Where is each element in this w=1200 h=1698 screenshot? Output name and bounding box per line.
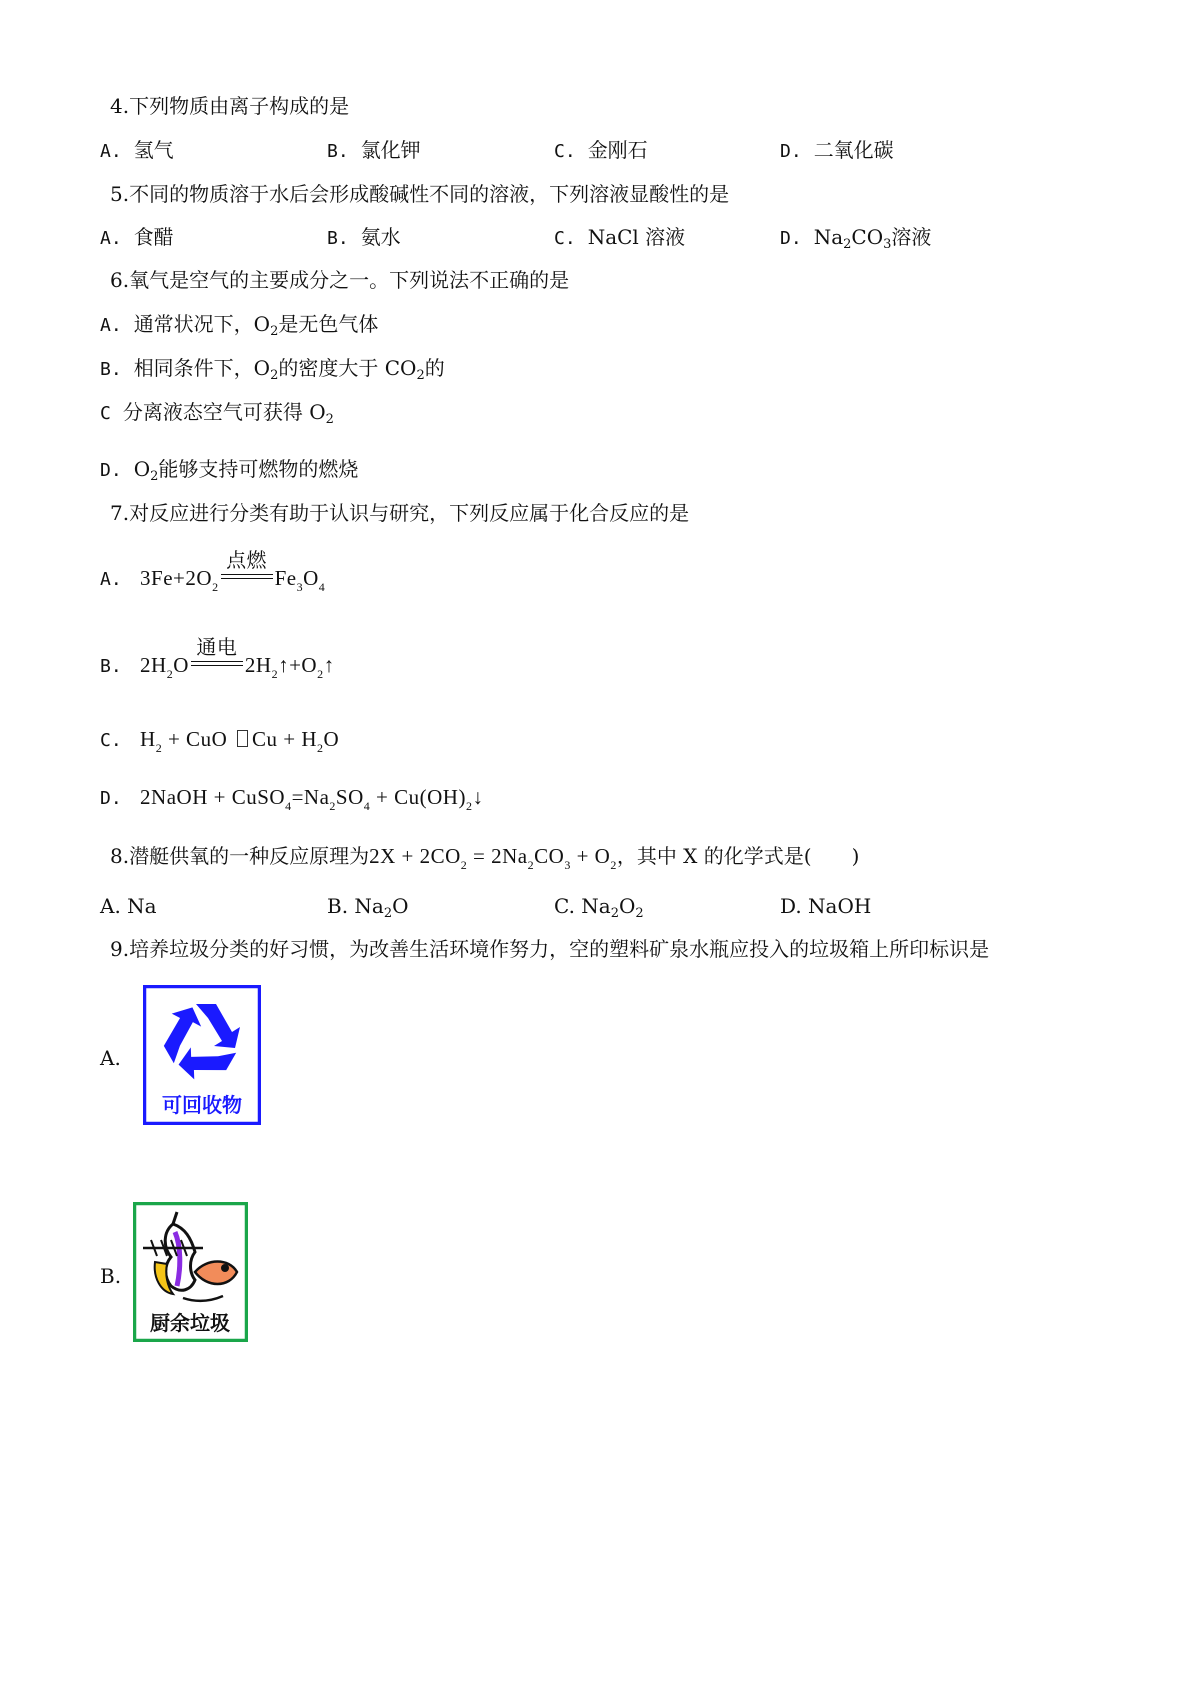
q4-option-b[interactable]: B. 氯化钾 <box>327 138 421 162</box>
q4-option-a[interactable]: A. 氢气 <box>100 138 174 162</box>
food-waste-icon <box>133 1202 248 1342</box>
unrendered-symbol-box <box>237 730 248 747</box>
q8-option-b[interactable]: B. $Na_2O$ <box>327 894 409 921</box>
q5-option-c[interactable]: C. NaCl 溶液 <box>554 225 686 249</box>
question-6-stem: 6.氧气是空气的主要成分之一。下列说法不正确的是 <box>110 268 570 292</box>
q9-option-b-sign[interactable] <box>133 1202 248 1342</box>
q5-option-d[interactable]: D. $Na_2CO_3$溶液 <box>780 225 932 252</box>
question-5-stem: 5.不同的物质溶于水后会形成酸碱性不同的溶液，下列溶液显酸性的是 <box>110 182 730 206</box>
reaction-condition: 点燃 <box>221 566 273 594</box>
svg-text:可回收物: 可回收物 <box>162 1093 242 1117</box>
q6-option-a[interactable]: A. 通常状况下，$O_2$是无色气体 <box>100 312 379 339</box>
q8-option-c[interactable]: C. $Na_2O_2$ <box>554 894 644 921</box>
q5-option-a[interactable]: A. 食醋 <box>100 225 174 249</box>
q4-option-d[interactable]: D. 二氧化碳 <box>780 138 894 162</box>
q6-option-d[interactable]: D. $O_2$能够支持可燃物的燃烧 <box>100 457 359 484</box>
question-9-stem: 9.培养垃圾分类的好习惯，为改善生活环境作努力，空的塑料矿泉水瓶应投入的垃圾箱上所印标识是 <box>110 937 990 961</box>
q8-option-d[interactable]: D. NaOH <box>780 894 872 918</box>
q6-option-c[interactable]: C 分离液态空气可获得 $O_2$ <box>100 400 334 427</box>
q8-option-a[interactable]: A. Na <box>100 894 157 918</box>
q5-option-b[interactable]: B. 氨水 <box>327 225 401 249</box>
q7-option-a[interactable]: A. $3Fe+2O_2$ 点燃 $Fe_3O_4$ <box>100 548 326 594</box>
q7-option-c[interactable]: C. $H_2$ + CuO $Cu + H_2O$ <box>100 727 340 755</box>
q9-option-b-label: B. <box>100 1264 122 1288</box>
q7d-equation: 2NaOH + $CuSO_4=Na_2SO_4$ + $Cu(OH)_2↓$ <box>140 785 484 813</box>
question-8-stem: 8.潜艇供氧的一种反应原理为$2X + 2CO_2 = 2Na_2CO_3 + O_2$，其中 X 的化学式是( ) <box>110 844 860 872</box>
recycle-icon <box>143 985 261 1125</box>
svg-text:厨余垃圾: 厨余垃圾 <box>150 1311 230 1335</box>
reaction-condition: 通电 <box>191 653 243 681</box>
q4-option-c[interactable]: C. 金刚石 <box>554 138 648 162</box>
q6-option-b[interactable]: B. 相同条件下，$O_2$的密度大于 $CO_2$的 <box>100 356 445 383</box>
question-7-stem: 7.对反应进行分类有助于认识与研究，下列反应属于化合反应的是 <box>110 501 690 525</box>
q7b-equation: $2H_2O$ 通电 $2H_2↑+O_2↑$ <box>140 635 335 681</box>
question-4-stem: 4.下列物质由离子构成的是 <box>110 94 350 118</box>
q7a-equation: $3Fe+2O_2$ 点燃 $Fe_3O_4$ <box>140 548 326 594</box>
q7c-equation: $H_2$ + CuO $Cu + H_2O$ <box>140 727 340 755</box>
q7-option-b[interactable]: B. $2H_2O$ 通电 $2H_2↑+O_2↑$ <box>100 635 335 681</box>
q9-option-a-label: A. <box>100 1046 121 1070</box>
q8-equation: $2X + 2CO_2 = 2Na_2CO_3 + O_2$ <box>369 844 617 872</box>
q9-option-a-sign[interactable] <box>143 985 261 1125</box>
q7-option-d[interactable]: D. 2NaOH + $CuSO_4=Na_2SO_4$ + $Cu(OH)_2↓$ <box>100 785 484 813</box>
